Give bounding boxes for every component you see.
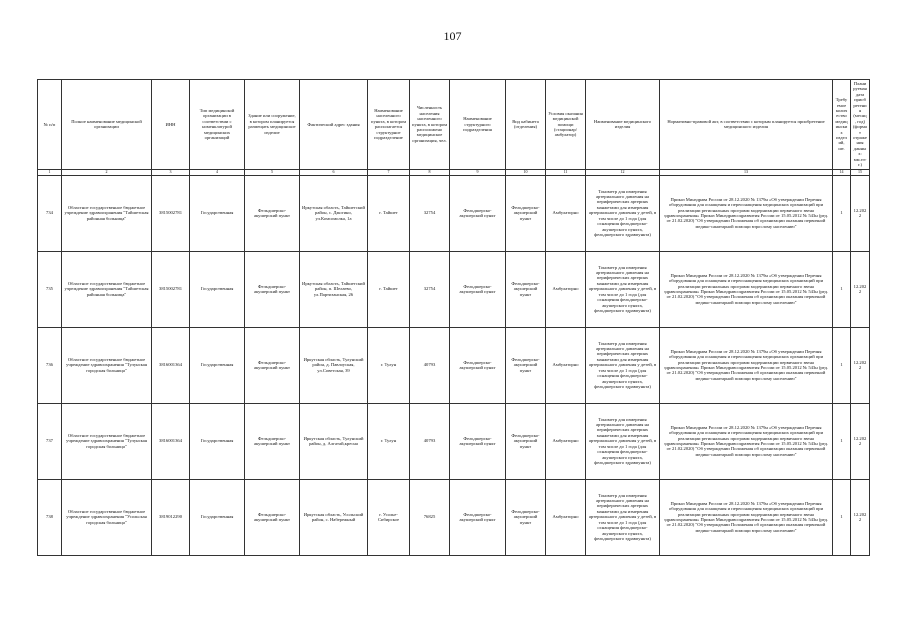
column-header: Условия оказания медицинской помощи (стационар/амбулатор) [546,80,586,170]
settlement: г. Тайшет [368,251,410,327]
row-number: 738 [38,479,62,555]
address: Иркутская область, Тулунский район, д. Павлоуская, ул.Советская, 39 [300,327,368,403]
column-number: 10 [506,169,546,175]
column-number: 15 [851,169,870,175]
row-number: 735 [38,251,62,327]
equipment-table [37,79,870,556]
population: 32754 [410,251,450,327]
table-row [38,479,870,555]
quantity: 1 [833,479,851,555]
column-header: Требуемое количество медицинских изделий, шт. [833,80,851,170]
unit: Фельдшерско-акушерский пункт [450,251,506,327]
table-header-row [38,80,870,170]
inn: 3815002781 [152,175,190,251]
cabinet: Фельдшерско-акушерский пункт [506,327,546,403]
table-row [38,403,870,479]
population: 40793 [410,403,450,479]
address: Иркутская область, Усольский район, с. Набережный [300,479,368,555]
unit: Фельдшерско-акушерский пункт [450,175,506,251]
purchase-date: 12.2022 [851,175,870,251]
settlement: г. Тайшет [368,175,410,251]
column-number: 12 [586,169,660,175]
legal-act: Приказ Минздрава России от 28.12.2020 № 1379н «Об утверждении Перечня оборудования для оснащения и переоснащения медицинских организаций при реализации региональных программ модернизации первичного звена здравоохранения» Приказ Минздравсоцразвития России от 15.05.2012 № 543н (ред. от 21.02.2020) "Об утверждении Положения об организации оказания первичной медико-санитарной помощи взрослому населению" [660,403,833,479]
column-number: 13 [660,169,833,175]
column-header: Здание или сооружение, в котором планируется размещать медицинское изделие [245,80,300,170]
cabinet: Фельдшерско-акушерский пункт [506,479,546,555]
conditions: Амбулаторно [546,175,586,251]
unit: Фельдшерско-акушерский пункт [450,403,506,479]
building: Фельдшерско-акушерский пункт [245,251,300,327]
conditions: Амбулаторно [546,251,586,327]
building: Фельдшерско-акушерский пункт [245,327,300,403]
unit: Фельдшерско-акушерский пункт [450,327,506,403]
conditions: Амбулаторно [546,327,586,403]
table-row [38,175,870,251]
settlement: г. Тулун [368,327,410,403]
conditions: Амбулаторно [546,403,586,479]
inn: 3819012290 [152,479,190,555]
column-header: Фактический адрес здания [300,80,368,170]
column-header: Наименование структурного подразделения [450,80,506,170]
column-number: 5 [245,169,300,175]
column-number: 9 [450,169,506,175]
inn: 3816001364 [152,403,190,479]
device: Тонометр для измерения артериального давления на периферических артериях манжетами для измерения артериального давления у детей, в том числе до 1 года (для оснащения фельдшерско-акушерского пункта, фельдшерского здравпункта) [586,175,660,251]
org-type: Государственная [190,251,245,327]
column-number: 7 [368,169,410,175]
column-header: Вид кабинета (отделения) [506,80,546,170]
quantity: 1 [833,251,851,327]
building: Фельдшерско-акушерский пункт [245,175,300,251]
column-header: ИНН [152,80,190,170]
org-name: Областное государственное бюджетное учреждение здравоохранения "Усольская городская больница" [62,479,152,555]
legal-act: Приказ Минздрава России от 28.12.2020 № 1379н «Об утверждении Перечня оборудования для оснащения и переоснащения медицинских организаций при реализации региональных программ модернизации первичного звена здравоохранения» Приказ Минздравсоцразвития России от 15.05.2012 № 543н (ред. от 21.02.2020) "Об утверждении Положения об организации оказания первичной медико-санитарной помощи взрослому населению" [660,251,833,327]
quantity: 1 [833,403,851,479]
page-number: 107 [443,29,462,43]
org-type: Государственная [190,175,245,251]
legal-act: Приказ Минздрава России от 28.12.2020 № 1379н «Об утверждении Перечня оборудования для оснащения и переоснащения медицинских организаций при реализации региональных программ модернизации первичного звена здравоохранения» Приказ Минздравсоцразвития России от 15.05.2012 № 543н (ред. от 21.02.2020) "Об утверждении Положения об организации оказания первичной медико-санитарной помощи взрослому населению" [660,479,833,555]
purchase-date: 12.2022 [851,479,870,555]
device: Тонометр для измерения артериального давления на периферических артериях манжетами для измерения артериального давления у детей, в том числе до 1 года (для оснащения фельдшерско-акушерского пункта, фельдшерского здравпункта) [586,251,660,327]
column-header: Планируемая дата приобретения (месяц, год) (формат отражения данных: мм.гггг.) [851,80,870,170]
device: Тонометр для измерения артериального давления на периферических артериях манжетами для измерения артериального давления у детей, в том числе до 1 года (для оснащения фельдшерско-акушерского пункта, фельдшерского здравпункта) [586,403,660,479]
row-number: 737 [38,403,62,479]
legal-act: Приказ Минздрава России от 28.12.2020 № 1379н «Об утверждении Перечня оборудования для оснащения и переоснащения медицинских организаций при реализации региональных программ модернизации первичного звена здравоохранения» Приказ Минздравсоцразвития России от 15.05.2012 № 543н (ред. от 21.02.2020) "Об утверждении Положения об организации оказания первичной медико-санитарной помощи взрослому населению" [660,327,833,403]
column-header: Нормативно-правовой акт, в соответствии с которым планируется приобретение медицинского изделия [660,80,833,170]
purchase-date: 12.2022 [851,327,870,403]
table-row [38,327,870,403]
quantity: 1 [833,327,851,403]
org-type: Государственная [190,327,245,403]
column-number: 6 [300,169,368,175]
inn: 3815002781 [152,251,190,327]
cabinet: Фельдшерско-акушерский пункт [506,251,546,327]
org-name: Областное государственное бюджетное учреждение здравоохранения "Тайшетская районная больница" [62,251,152,327]
column-header: Наименование населенного пункта, в котором располагается структурное подразделение [368,80,410,170]
org-name: Областное государственное бюджетное учреждение здравоохранения "Тайшетская районная больница" [62,175,152,251]
column-number: 11 [546,169,586,175]
device: Тонометр для измерения артериального давления на периферических артериях манжетами для измерения артериального давления у детей, в том числе до 1 года (для оснащения фельдшерско-акушерского пункта, фельдшерского здравпункта) [586,479,660,555]
population: 76825 [410,479,450,555]
org-type: Государственная [190,479,245,555]
settlement: г. Усолье-Сибирское [368,479,410,555]
column-number: 1 [38,169,62,175]
table-row [38,251,870,327]
column-number: 3 [152,169,190,175]
address: Иркутская область, Тайшетский район, с. Джогино, ул.Комсомолка, 1а [300,175,368,251]
column-header: Наименование медицинского изделия [586,80,660,170]
population: 40793 [410,327,450,403]
quantity: 1 [833,175,851,251]
building: Фельдшерско-акушерский пункт [245,403,300,479]
column-header: № п/п [38,80,62,170]
address: Иркутская область, Тулунский район, д. Алгатай,кресна [300,403,368,479]
org-name: Областное государственное бюджетное учреждение здравоохранения "Тулунская городская больница" [62,327,152,403]
address: Иркутская область, Тайшетский район, п. Шелаево, ул.Партизанская, 26 [300,251,368,327]
column-number: 4 [190,169,245,175]
purchase-date: 12.2022 [851,403,870,479]
purchase-date: 12.2022 [851,251,870,327]
column-number: 2 [62,169,152,175]
row-number: 736 [38,327,62,403]
column-number: 14 [833,169,851,175]
org-name: Областное государственное бюджетное учреждение здравоохранения "Тулунская городская больница" [62,403,152,479]
org-type: Государственная [190,403,245,479]
cabinet: Фельдшерско-акушерский пункт [506,403,546,479]
column-header: Тип медицинской организации в соответствии с номенклатурой медицинских организаций [190,80,245,170]
unit: Фельдшерско-акушерский пункт [450,479,506,555]
device: Тонометр для измерения артериального давления на периферических артериях манжетами для измерения артериального давления у детей, в том числе до 1 года (для оснащения фельдшерско-акушерского пункта, фельдшерского здравпункта) [586,327,660,403]
column-header: Полное наименование медицинской организации [62,80,152,170]
building: Фельдшерско-акушерский пункт [245,479,300,555]
population: 32754 [410,175,450,251]
row-number: 734 [38,175,62,251]
conditions: Амбулаторно [546,479,586,555]
settlement: г. Тулун [368,403,410,479]
inn: 3816001364 [152,327,190,403]
column-header: Численность населения населенного пункта, в котором расположено медицинское организация, чел. [410,80,450,170]
legal-act: Приказ Минздрава России от 28.12.2020 № 1379н «Об утверждении Перечня оборудования для оснащения и переоснащения медицинских организаций при реализации региональных программ модернизации первичного звена здравоохранения» Приказ Минздравсоцразвития России от 15.05.2012 № 543н (ред. от 21.02.2020) "Об утверждении Положения об организации оказания первичной медико-санитарной помощи взрослому населению" [660,175,833,251]
column-number: 8 [410,169,450,175]
cabinet: Фельдшерско-акушерский пункт [506,175,546,251]
